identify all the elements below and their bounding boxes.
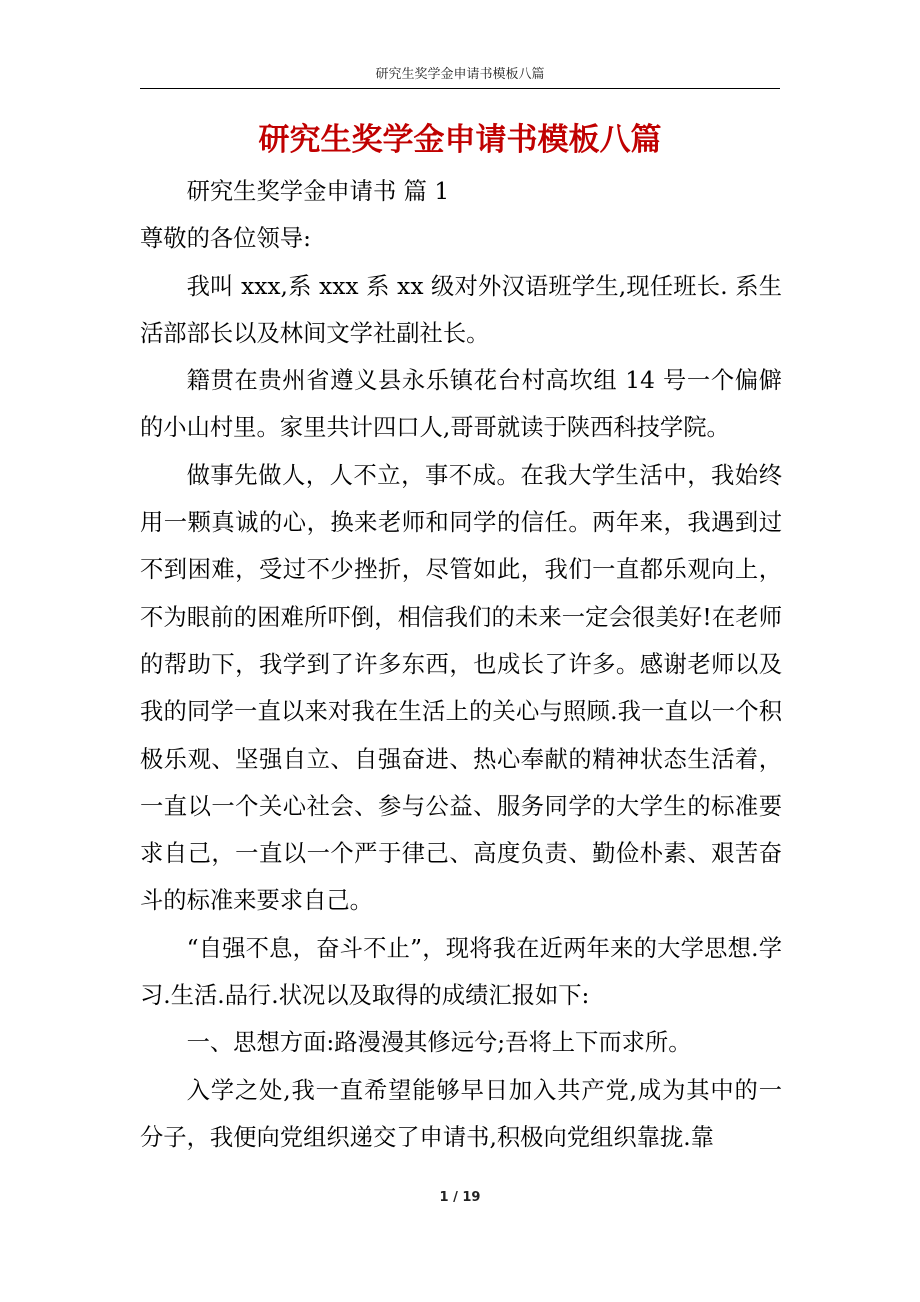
header-divider <box>140 88 780 89</box>
salutation: 尊敬的各位领导: <box>140 225 311 253</box>
document-body <box>140 168 782 1161</box>
section-heading: 研究生奖学金申请书 篇 1 <box>186 178 450 205</box>
paragraph: 做事先做人，人不立，事不成。在我大学生活中，我始终用一颗真诚的心，换来老师和同学的信任。两年来，我遇到过不到困难，受过不少挫折，尽管如此，我们一直都乐观向上，不为眼前的困难所吓倒，相信我们的未来一定会很美好!在老师的帮助下，我学到了许多东西，也成长了许多。感谢老师以及我的同学一直以来对我在生活上的关心与照顾.我一直以一个积极乐观、坚强自立、自强奋进、热心奉献的精神状态生活着，一直以一个关心社会、参与公益、服务同学的大学生的标准要求自己，一直以一个严于律己、高度负责、勤俭朴素、艰苦奋斗的标准来要求自己。 <box>140 461 782 915</box>
paragraph: 一、思想方面:路漫漫其修远兮;吾将上下而求所。 <box>186 1029 692 1057</box>
page-number: 1 / 19 <box>439 1190 481 1205</box>
document-title: 研究生奖学金申请书模板八篇 <box>258 122 662 158</box>
paragraph: 我叫 xxx,系 xxx 系 xx 级对外汉语班学生,现任班长. 系生活部部长以及林间文学社副社长。 <box>140 272 782 347</box>
paragraph: “自强不息，奋斗不止”，现将我在近两年来的大学思想.学习.生活.品行.状况以及取得的成绩汇报如下: <box>140 934 782 1010</box>
running-header: 研究生奖学金申请书模板八篇 <box>375 67 545 82</box>
paragraph: 入学之处,我一直希望能够早日加入共产党,成为其中的一分子，我便向党组织递交了申请书,积极向党组织靠拢.靠 <box>140 1076 782 1151</box>
paragraph: 籍贯在贵州省遵义县永乐镇花台村高坎组 14 号一个偏僻的小山村里。家里共计四口人,哥哥就读于陕西科技学院。 <box>140 367 782 442</box>
